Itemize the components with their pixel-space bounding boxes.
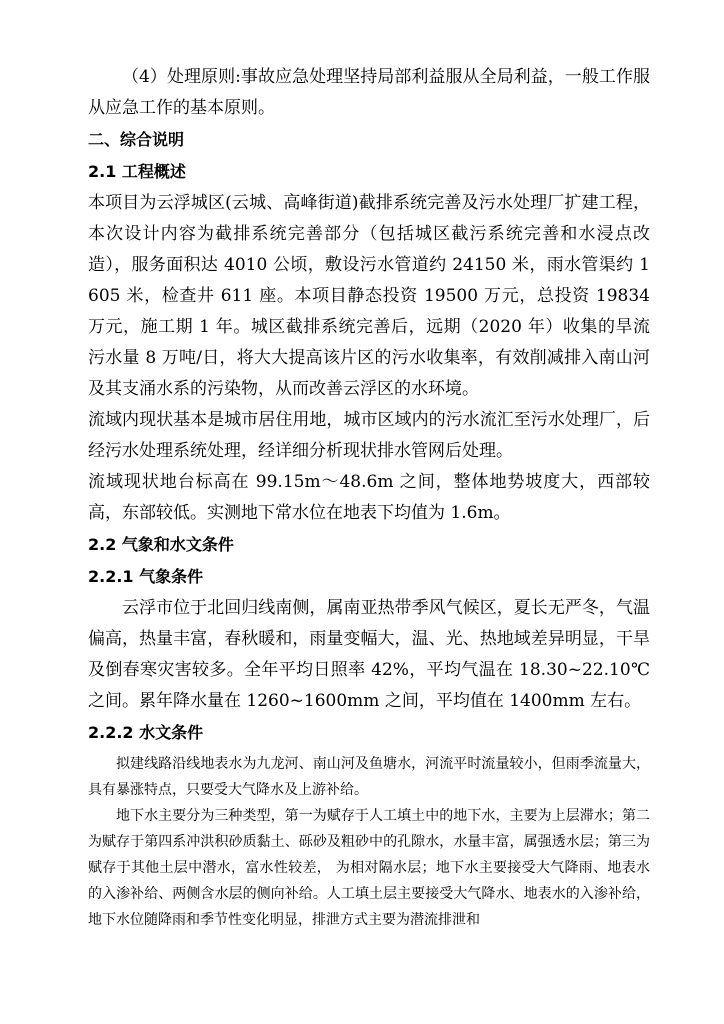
- section-2-2-1-heading: 2.2.1 气象条件: [88, 567, 204, 586]
- terrain-paragraph: 流域现状地台标高在 99.15m～48.6m 之间，整体地势坡度大，西部较高，东部较低。实测地下常水位在地表下均值为 1.6m。: [88, 472, 650, 523]
- section-2-2-heading: 2.2 气象和水文条件: [88, 535, 234, 554]
- groundwater-paragraph: 地下水主要分为三种类型，第一为赋存于人工填土中的地下水，主要为上层滞水；第二为赋存于第四系冲洪积砂质黏土、砾砂及粗砂中的孔隙水，水量丰富，属强透水层；第三为赋存于其他土层中潜水，富水性较差， 为相对隔水层；地下水主要接受大气降雨、地表水的入渗补给、两侧含水层的侧向补给。人工填土层主要接受大气降水、地表水的入渗补给，地下水位随降雨和季节性变化明显，排泄方式主要为潜流排泄和: [88, 808, 650, 928]
- document-page: [88, 62, 650, 933]
- section-2-1-heading: 2.1 工程概述: [88, 162, 186, 181]
- surface-water-paragraph: 拟建线路沿线地表水为九龙河、南山河及鱼塘水，河流平时流量较小，但雨季流量大，具有暴涨特点，只要受大气降水及上游补给。: [88, 756, 650, 798]
- project-overview-paragraph: 本项目为云浮城区(云城、高峰街道)截排系统完善及污水处理厂扩建工程，本次设计内容为截排系统完善部分（包括城区截污系统完善和水浸点改造），服务面积达 4010 公顷，敷设污水管道约 24150 米，雨水管渠约 1605 米，检查井 611 座。本项目静态投资 19500 万元，总投资 19834 万元，施工期 1 年。城区截排系统完善后，远期（2020 年）收集的旱流污水量 8 万吨/日，将大大提高该片区的污水收集率，有效削减排入南山河及其支涌水系的污染物，从而改善云浮区的水环境。: [88, 193, 650, 399]
- section-2-heading: 二、综合说明: [88, 130, 185, 149]
- section-2-2-2-heading: 2.2.2 水文条件: [88, 723, 204, 742]
- principle-4-paragraph: （4）处理原则:事故应急处理坚持局部利益服从全局利益，一般工作服从应急工作的基本原则。: [88, 67, 650, 118]
- climate-paragraph: 云浮市位于北回归线南侧，属南亚热带季风气候区，夏长无严冬，气温偏高，热量丰富，春秋暖和，雨量变幅大，温、光、热地域差异明显，干旱及倒春寒灾害较多。全年平均日照率 42%，平均气温在 18.30~22.10℃之间。累年降水量在 1260~1600mm 之间，平均值在 1400mm 左右。: [88, 598, 650, 711]
- basin-status-paragraph: 流域内现状基本是城市居住用地，城市区域内的污水流汇至污水处理厂，后经污水处理系统处理，经详细分析现状排水管网后处理。: [88, 410, 650, 461]
